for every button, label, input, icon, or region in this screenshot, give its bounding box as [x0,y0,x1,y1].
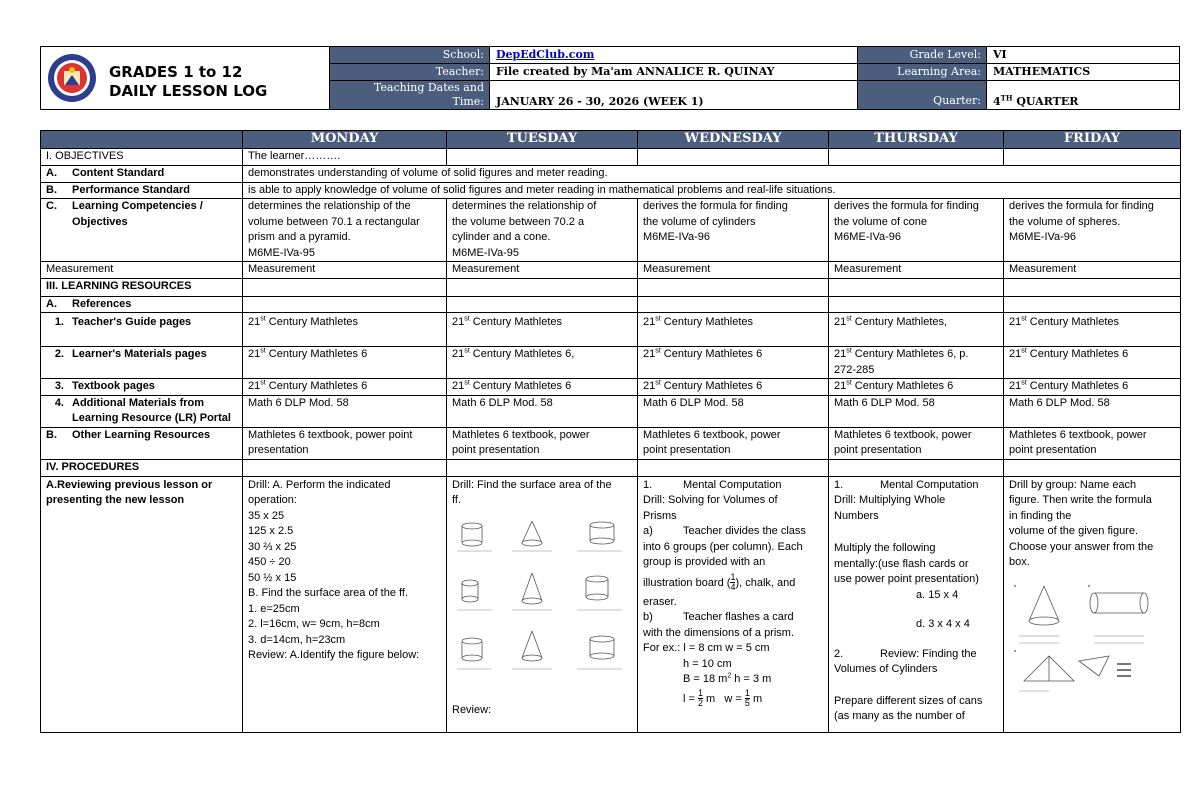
monday-line: operation: [248,494,297,506]
lm-text: Century Mathletes 6 [660,348,763,360]
tb-text: Century Mathletes 6 [265,380,368,392]
friday-line: figure. Then write the formula [1009,494,1152,506]
tg-cell [243,313,447,347]
review-tuesday [447,476,638,732]
title-line-1: GRADES 1 to 12 [109,63,243,81]
tg-num: 1. [54,316,64,328]
day-thursday: THURSDAY [829,131,1004,149]
thursday-line: mentally:(use flash cards or [834,557,969,570]
competency-line: derives the formula for finding [1009,200,1154,212]
monday-line: 2. l=16cm, w= 9cm, h=8cm [248,618,380,630]
lm-sup: st [1021,347,1027,355]
thursday-line: Prepare different sizes of cans [834,694,983,707]
tg-label-text: Teacher's Guide pages [72,316,192,328]
wednesday-line [643,688,823,710]
measurement-cell: Measurement [829,262,1004,279]
wed-text: m [703,692,716,705]
tg-text: Century Mathletes [265,316,359,328]
wed-text: Teacher divides the class [683,525,806,537]
other-line: point presentation [452,444,540,456]
wed-text: l = [683,692,698,705]
wed-text: h = 3 m [731,673,772,685]
monday-line: B. Find the surface area of the ff. [248,587,408,599]
lm-cell [243,347,447,379]
wed-text: w = [724,692,745,705]
day-friday: FRIDAY [1004,131,1181,149]
tg-text: 21 [248,316,261,328]
thursday-line: Multiply the following [834,542,936,554]
tg-text: Century Mathletes [1026,316,1120,328]
fraction-num: 1 [697,688,703,699]
content-standard-label [41,166,243,183]
thursday-line: Volumes of Cylinders [834,663,938,675]
wednesday-line: Prisms [643,509,677,522]
thursday-line: d. 3 x 4 x 4 [916,618,970,630]
refs-num: A. [46,297,57,310]
comp-label-2: Objectives [72,215,128,228]
teacher-value: File created by Ma'am ANNALICE R. QUINAY [496,65,775,78]
wed-item: b) [643,611,653,623]
thursday-line: use power point presentation) [834,573,979,585]
tb-cell [447,379,638,396]
other-line: Mathletes 6 textbook, power [834,428,972,441]
deped-seal-logo [47,53,97,103]
thu-num: 1. [834,478,844,491]
fraction-den: 4 [730,582,736,593]
friday-line: volume of the given figure. [1009,525,1139,537]
other-line: point presentation [834,444,922,456]
measurement-cell: Measurement [1004,262,1181,279]
other-line: Mathletes 6 textbook, power [452,428,590,441]
lm-text: 21 [643,348,656,360]
monday-line: 30 ⅔ x 25 [248,540,297,553]
corner-cell [41,131,243,149]
quarter-label: Quarter: [858,81,987,109]
resources-row [41,278,1181,296]
lm-text: 21 [834,348,847,360]
header-divider [489,47,490,109]
tb-text: Century Mathletes 6 [851,380,954,392]
references-row [41,296,1181,313]
tg-sup: st [464,315,470,323]
tb-sup: st [260,379,266,387]
procedures-label: IV. PROCEDURES [41,459,243,476]
teachers-guide-row [41,313,1181,347]
wednesday-line [643,610,823,626]
wednesday-line [643,571,823,595]
competency-line: cylinder and a cone. [452,231,551,243]
wed-item: a) [643,525,653,537]
content-standard-row [41,166,1181,183]
dates-label [330,81,490,109]
performance-standard-row [41,182,1181,199]
thursday-line: (as many as the number of [834,710,965,722]
school-label: School: [330,47,490,64]
tg-cell [829,313,1004,347]
review-row [41,476,1181,732]
tb-text: Century Mathletes 6 [660,380,763,392]
lm-cell [638,347,829,379]
lm-sup: st [846,347,852,355]
header-divider [329,80,1179,81]
friday-line: Drill by group: Name each [1009,478,1137,491]
tg-text: 21 [643,316,656,328]
wednesday-line [643,478,823,494]
quarter-suffix: TH [1000,95,1013,103]
monday-line: Review: A.Identify the figure below: [248,649,420,661]
competency-code: M6ME-IVa-95 [452,246,520,259]
wed-text: m [749,692,763,705]
surface-area-figures-illustration [452,513,627,693]
objectives-label: I. OBJECTIVES [41,149,243,166]
learner-cell: The learner………. [243,149,447,166]
tg-sup: st [260,315,266,323]
wednesday-line: into 6 groups (per column). Each [643,540,803,553]
dates-label-line-2: Time: [452,95,484,108]
tb-text: Century Mathletes 6 [1026,380,1129,392]
tb-text: 21 [643,380,656,392]
wed-text: Teacher flashes a card [683,611,794,623]
other-line: Mathletes 6 textbook, power [643,428,781,441]
competency-line: derives the formula for finding [643,200,788,212]
tb-label-text: Textbook pages [72,380,155,392]
tg-text: Century Mathletes [469,316,563,328]
add-cell: Math 6 DLP Mod. 58 [447,395,638,427]
content-standard-text: demonstrates understanding of volume of solid figures and meter reading. [243,166,1181,183]
tb-sup: st [1021,379,1027,387]
tg-text: 21 [1009,316,1022,328]
tg-cell [1004,313,1181,347]
monday-line: 450 ÷ 20 [248,556,291,568]
thu-num: 2. [834,647,844,660]
spacer [834,633,998,647]
thursday-line: Drill: Multiplying Whole [834,494,946,506]
lm-sup: st [260,347,266,355]
lm-text: Century Mathletes 6 [1026,348,1129,360]
other-cell [829,427,1004,459]
add-cell: Math 6 DLP Mod. 58 [243,395,447,427]
tg-text: 21 [834,316,847,328]
log-title [109,63,267,101]
tg-sup: st [655,315,661,323]
thursday-line [834,478,998,494]
competency-line: determines the relationship of [452,200,597,212]
wednesday-line: For ex.: l = 8 cm w = 5 cm [643,642,770,654]
quarter-word: QUARTER [1016,95,1079,108]
school-link[interactable]: DepEdClub.com [496,48,595,61]
additional-materials-row [41,395,1181,427]
lm-num: 2. [54,348,64,360]
tb-text: 21 [452,380,465,392]
other-resources-label [41,427,243,459]
competency-code: M6ME-IVa-96 [643,231,711,243]
textbook-row [41,379,1181,396]
competencies-label [41,199,243,262]
dates-label-line-1: Teaching Dates and [373,81,484,94]
review-label-line: presenting the new lesson [46,494,185,506]
competency-code: M6ME-IVa-96 [1009,231,1077,243]
fraction-den: 5 [744,698,750,709]
competency-line: the volume of cylinders [643,215,756,228]
teacher-label: Teacher: [330,64,490,81]
performance-standard-text: is able to apply knowledge of volume of solid figures and meter reading in mathematical problems and real-life situations. [243,182,1181,199]
review-thursday [829,476,1004,732]
grade-label: Grade Level: [858,47,987,64]
review-label [41,476,243,732]
objectives-row [41,149,1181,166]
tb-cell [243,379,447,396]
other-num: B. [46,428,57,441]
tg-cell [638,313,829,347]
competency-line: determines the relationship of the [248,200,411,212]
tuesday-review: Review: [452,703,492,716]
tb-cell [829,379,1004,396]
other-line: point presentation [1009,444,1097,456]
tb-cell [1004,379,1181,396]
content-num: A. [46,167,57,179]
tg-text: Century Mathletes [660,316,754,328]
lm-text: 21 [1009,348,1022,360]
quarter-number: 4 [993,95,1001,108]
competency-line: the volume of spheres. [1009,215,1121,228]
tb-num: 3. [54,380,64,392]
tg-text: 21 [452,316,465,328]
wednesday-line [643,524,823,540]
add-num: 4. [54,396,64,409]
tb-text: Century Mathletes 6 [469,380,572,392]
lm-cell [829,347,1004,379]
monday-line: 1. e=25cm [248,602,300,615]
competency-line: the volume between 70.2 a [452,215,585,228]
teachers-guide-label [41,313,243,347]
lm-cell [447,347,638,379]
tuesday-line: ff. [452,494,461,506]
wed-title: Mental Computation [683,478,782,491]
lm-cell [1004,347,1181,379]
header-divider [986,47,987,109]
days-header-row [41,131,1181,149]
tg-cell [447,313,638,347]
tuesday-line: Drill: Find the surface area of the [452,478,612,491]
review-friday [1004,476,1181,732]
competency-wednesday [638,199,829,262]
tg-text: Century Mathletes, [851,316,948,328]
tg-sup: st [846,315,852,323]
other-cell [447,427,638,459]
additional-materials-label [41,395,243,427]
add-cell: Math 6 DLP Mod. 58 [638,395,829,427]
competency-line: the volume of cone [834,215,927,228]
measurement-cell: Measurement [243,262,447,279]
lm-sup: st [655,347,661,355]
competency-code: M6ME-IVa-95 [248,246,316,259]
day-tuesday: TUESDAY [447,131,638,149]
friday-line: Choose your answer from the [1009,540,1154,553]
day-wednesday: WEDNESDAY [638,131,829,149]
day-monday: MONDAY [243,131,447,149]
monday-line: 3. d=14cm, h=23cm [248,633,346,646]
competency-line: prism and a pyramid. [248,231,351,243]
lm-text: Century Mathletes 6 [265,348,368,360]
other-line: Mathletes 6 textbook, power point [248,428,413,441]
textbook-label [41,379,243,396]
thursday-line [834,647,998,663]
other-line: Mathletes 6 textbook, power [1009,428,1147,441]
wednesday-line: with the dimensions of a prism. [643,626,795,639]
spacer [834,603,998,617]
area-label: Learning Area: [858,64,987,81]
review-monday [243,476,447,732]
spacer [834,678,998,694]
competency-thursday [829,199,1004,262]
measurement-cell: Measurement [447,262,638,279]
content-label-text: Content Standard [72,167,165,179]
wed-num: 1. [643,478,653,491]
friday-line: box. [1009,556,1030,568]
other-cell [638,427,829,459]
resources-label: III. LEARNING RESOURCES [41,278,243,296]
school-value [490,47,858,64]
thu-title: Mental Computation [880,478,979,491]
tb-text: 21 [834,380,847,392]
wed-text: illustration board ( [643,576,731,589]
perf-num: B. [46,183,57,196]
lm-text: 21 [248,348,261,360]
measurement-cell: Measurement [638,262,829,279]
other-cell [243,427,447,459]
tb-sup: st [846,379,852,387]
fraction-num: 1 [744,688,750,699]
lm-label-text: Learner's Materials pages [72,348,207,360]
other-resources-row [41,427,1181,459]
wed-text: B = 18 m [683,673,728,685]
measurement-label: Measurement [41,262,243,279]
comp-label-1: Learning Competencies / [72,200,203,212]
tb-text: 21 [1009,380,1022,392]
add-label-1: Additional Materials from [72,396,205,409]
header-box [40,46,1180,110]
area-value: MATHEMATICS [993,65,1091,78]
learners-materials-row [41,347,1181,379]
header-divider [329,63,1179,64]
lm-text: Century Mathletes 6, [469,348,575,360]
competency-monday [243,199,447,262]
review-label-line: A.Reviewing previous lesson or [46,478,213,491]
learners-materials-label [41,347,243,379]
add-label-2: Learning Resource (LR) Portal [72,412,231,424]
wednesday-line [643,672,823,688]
wednesday-line: h = 10 cm [683,657,732,670]
spacer [834,524,998,541]
tb-cell [638,379,829,396]
thursday-line: a. 15 x 4 [916,588,959,601]
competency-line: derives the formula for finding [834,200,979,212]
lm-text: Century Mathletes 6, p. [851,348,969,360]
lm-sup: st [464,347,470,355]
monday-line: Drill: A. Perform the indicated [248,478,391,491]
perf-label-text: Performance Standard [72,183,190,196]
other-line: presentation [248,444,309,456]
monday-line: 50 ½ x 15 [248,571,297,584]
competency-line: volume between 70.1 a rectangular [248,215,420,228]
lm-text: 21 [452,348,465,360]
tg-sup: st [1021,315,1027,323]
competencies-row [41,199,1181,262]
tb-sup: st [464,379,470,387]
refs-label-text: References [72,297,132,310]
wednesday-line: Drill: Solving for Volumes of [643,494,778,506]
thursday-line: Numbers [834,509,879,522]
quarter-value [987,95,1179,109]
monday-line: 125 x 2.5 [248,525,294,537]
header-divider [857,47,858,109]
procedures-row [41,459,1181,476]
add-cell: Math 6 DLP Mod. 58 [829,395,1004,427]
title-line-2: DAILY LESSON LOG [109,82,268,100]
comp-num: C. [46,200,57,212]
review-wednesday [638,476,829,732]
tb-text: 21 [248,380,261,392]
competency-tuesday [447,199,638,262]
measurement-row [41,262,1181,279]
wed-sup: 2 [727,672,732,680]
wednesday-line: eraser. [643,595,677,608]
other-label-text: Other Learning Resources [72,428,211,441]
solid-figures-illustration [1009,581,1169,701]
lesson-log-table [40,130,1181,733]
friday-line: in finding the [1009,509,1072,522]
grade-value: VI [993,48,1007,61]
references-label [41,296,243,313]
fraction-num: 1 [730,572,736,583]
other-cell [1004,427,1181,459]
wed-text: ), chalk, and [735,576,796,589]
thu-title: Review: Finding the [880,647,977,660]
wednesday-line: group is provided with an [643,556,766,568]
fraction-den: 2 [697,698,703,709]
performance-standard-label [41,182,243,199]
monday-line: 35 x 25 [248,509,285,522]
tb-sup: st [655,379,661,387]
header-divider [329,47,330,109]
competency-friday [1004,199,1181,262]
lm-text: 272-285 [834,363,875,376]
other-line: point presentation [643,444,731,456]
dates-value: JANUARY 26 - 30, 2026 (WEEK 1) [496,95,704,108]
competency-code: M6ME-IVa-96 [834,231,902,243]
add-cell: Math 6 DLP Mod. 58 [1004,395,1181,427]
